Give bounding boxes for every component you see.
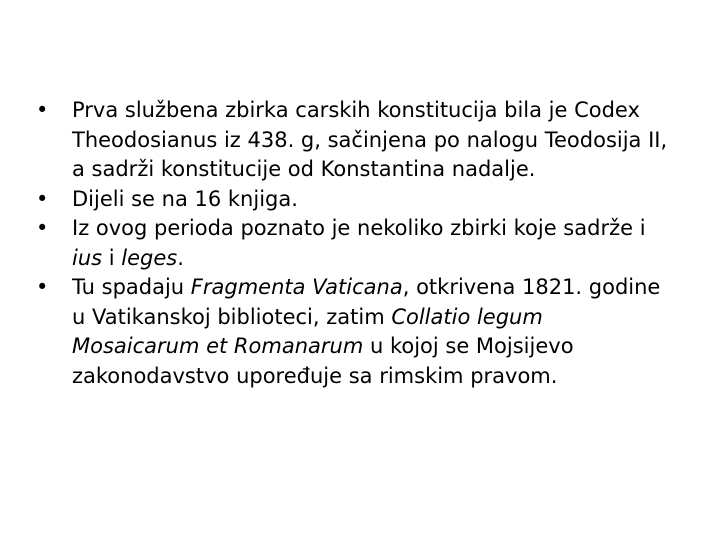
bullet-list — [36, 96, 676, 391]
bullet-text — [72, 216, 646, 270]
bullet-icon: • — [36, 216, 49, 240]
bullet-item — [36, 214, 676, 273]
italic-run: Collatio legum Mosaicarum et Romanarum — [72, 304, 543, 358]
bullet-icon: • — [36, 186, 49, 211]
text-run: . — [177, 245, 184, 270]
italic-run: leges — [121, 245, 178, 270]
bullet-text — [72, 187, 298, 211]
text-run: Dijeli se na 16 knjiga. — [72, 186, 298, 211]
bullet-text — [72, 275, 660, 388]
bullet-item — [36, 273, 676, 391]
text-run: i — [102, 245, 122, 270]
bullet-item — [36, 96, 676, 185]
text-run: Iz ovog perioda poznato je nekoliko zbirki koje sadrže i — [72, 216, 646, 240]
text-run: Prva službena zbirka carskih konstitucija bila je Codex Theodosianus iz 438. g, sačinjena po nalogu Teodosija II, a sadrži konstitucije od Konstantina nadalje. — [72, 98, 668, 181]
bullet-text — [72, 98, 667, 181]
italic-run: ius — [72, 245, 103, 270]
text-run: , otkrivena 1821. godine u Vatikanskoj biblioteci, zatim — [72, 275, 661, 329]
bullet-item — [36, 185, 676, 215]
bullet-icon: • — [36, 275, 49, 299]
text-run: u kojoj se Mojsijevo zakonodavstvo upoređuje sa rimskim pravom. — [72, 334, 574, 388]
bullet-icon: • — [36, 98, 49, 122]
italic-run: Fragmenta Vaticana — [190, 275, 403, 299]
text-run: Tu spadaju — [72, 275, 191, 299]
